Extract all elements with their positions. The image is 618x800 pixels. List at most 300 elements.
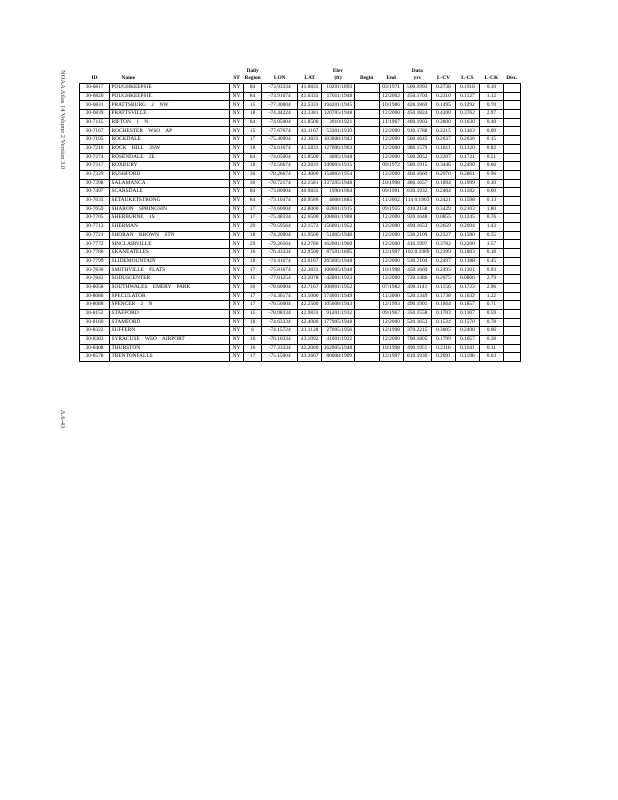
row-id: 30-7713	[80, 223, 110, 232]
row-lcs: 0.1857	[455, 301, 479, 310]
row-disc	[503, 170, 520, 179]
station-table	[79, 68, 521, 362]
row-lck: 0.82	[479, 144, 503, 153]
row-name: SALAMANCA	[110, 179, 230, 188]
row-lon: -78.08334	[262, 309, 298, 318]
row-disc	[503, 214, 520, 223]
row-st: NY	[230, 327, 244, 336]
row-lcs: 0.1803	[455, 249, 479, 258]
row-id: 30-8408	[80, 344, 110, 353]
row-begin	[354, 283, 379, 292]
row-lcv: 0.2037	[431, 136, 455, 145]
table-row	[80, 249, 521, 258]
row-id: 30-7167	[80, 127, 110, 136]
row-lcs: 0.2490	[455, 162, 479, 171]
row-elev: 162005/1948	[322, 344, 354, 353]
row-lat: 42.6500	[298, 214, 322, 223]
row-lck: 0.15	[479, 136, 503, 145]
row-st: NY	[230, 266, 244, 275]
row-st: NY	[230, 292, 244, 301]
row-end: 12/2000	[379, 214, 403, 223]
row-lon: -79.59564	[262, 223, 298, 232]
row-lon: -74.44224	[262, 110, 298, 119]
row-id: 30-7780	[80, 249, 110, 258]
row-lck: 0.59	[479, 309, 503, 318]
row-name: ROCHESTER WSO AP	[110, 127, 230, 136]
row-yrs: 350.1558	[403, 309, 431, 318]
row-elev: 174001/1949	[322, 292, 354, 301]
row-end: 12/2000	[379, 240, 403, 249]
row-end: 11/1967	[379, 118, 403, 127]
row-id: 30-7721	[80, 231, 110, 240]
row-lat: 41.1128	[298, 327, 322, 336]
row-yrs: 460.1660	[403, 170, 431, 179]
row-disc	[503, 162, 520, 171]
row-lcv: 0.2497	[431, 257, 455, 266]
row-lcv: 0.1156	[431, 283, 455, 292]
row-lcv: 0.0855	[431, 214, 455, 223]
row-end: 12/1998	[379, 327, 403, 336]
row-st: NY	[230, 257, 244, 266]
row-name: SPENCER 2 N	[110, 301, 230, 310]
row-region: 84	[244, 196, 262, 205]
row-st: NY	[230, 283, 244, 292]
row-name: ROXBURY	[110, 162, 230, 171]
row-lck: 0.78	[479, 318, 503, 327]
row-disc	[503, 188, 520, 197]
row-lon: -77.33334	[262, 344, 298, 353]
row-lcs: 0.1941	[455, 344, 479, 353]
row-disc	[503, 101, 520, 110]
row-lck: 0.93	[479, 266, 503, 275]
row-lon: -74.41674	[262, 257, 298, 266]
row-yrs: 410.1997	[403, 240, 431, 249]
row-lcv: 0.3429	[431, 205, 455, 214]
row-end: 12/1997	[379, 353, 403, 362]
row-lat: 42.8000	[298, 205, 322, 214]
row-st: NY	[230, 179, 244, 188]
row-elev: 51005/1948	[322, 231, 354, 240]
row-lon: -73.91674	[262, 92, 298, 101]
row-region: 84	[244, 84, 262, 93]
row-name: SCARSDALE	[110, 188, 230, 197]
row-lck: 0.48	[479, 118, 503, 127]
row-region: 15	[244, 101, 262, 110]
row-lat: 42.2833	[298, 162, 322, 171]
row-lat: 43.2667	[298, 353, 322, 362]
row-elev: 177905/1948	[322, 318, 354, 327]
row-id: 30-7398	[80, 179, 110, 188]
row-st: NY	[230, 214, 244, 223]
row-elev: 17011/1948	[322, 92, 354, 101]
row-lck: 0.45	[479, 257, 503, 266]
table-row	[80, 179, 521, 188]
header-lcs: L-CS	[455, 75, 479, 84]
row-yrs: 450.1824	[403, 110, 431, 119]
row-st: NY	[230, 301, 244, 310]
row-st: NY	[230, 249, 244, 258]
row-begin	[354, 188, 379, 197]
row-id: 30-7210	[80, 144, 110, 153]
row-elev: 156001/1952	[322, 223, 354, 232]
row-elev: 108005/1948	[322, 266, 354, 275]
row-lcs: 0.2498	[455, 327, 479, 336]
row-lat: 43.2078	[298, 275, 322, 284]
row-region: 29	[244, 240, 262, 249]
row-yrs: 580.1915	[403, 162, 431, 171]
row-disc	[503, 292, 520, 301]
row-elev: 1990/1904	[322, 188, 354, 197]
row-elev: 127006/1963	[322, 144, 354, 153]
row-lcv: 0.2399	[431, 249, 455, 258]
row-name: TRENTONFALLS	[110, 353, 230, 362]
row-st: NY	[230, 335, 244, 344]
row-region: 16	[244, 249, 262, 258]
row-elev: 194201/1945	[322, 101, 354, 110]
row-begin	[354, 301, 379, 310]
row-yrs: 450.1704	[403, 92, 431, 101]
row-lcv: 0.2207	[431, 153, 455, 162]
row-lat: 42.3833	[298, 266, 322, 275]
row-yrs: 560.1645	[403, 136, 431, 145]
row-id: 30-7195	[80, 136, 110, 145]
table-row	[80, 266, 521, 275]
row-yrs: 920.1648	[403, 214, 431, 223]
row-begin	[354, 110, 379, 119]
row-region: 18	[244, 318, 262, 327]
table-row	[80, 292, 521, 301]
row-lcv: 0.1495	[431, 101, 455, 110]
row-yrs: 410.2158	[403, 205, 431, 214]
row-st: NY	[230, 84, 244, 93]
row-lcs: 0.1320	[455, 144, 479, 153]
row-lck: 1.80	[479, 205, 503, 214]
row-name: SMITHVILLE FLATS	[110, 266, 230, 275]
row-begin	[354, 101, 379, 110]
row-st: NY	[230, 231, 244, 240]
row-end: 12/2000	[379, 153, 403, 162]
row-id: 30-6820	[80, 92, 110, 101]
row-lcs: 0.1127	[455, 92, 479, 101]
row-disc	[503, 318, 520, 327]
row-lck: 0.09	[479, 127, 503, 136]
row-begin	[354, 196, 379, 205]
row-disc	[503, 344, 520, 353]
row-lck: 1.12	[479, 92, 503, 101]
row-st: NY	[230, 353, 244, 362]
row-lcv: 0.1703	[431, 309, 455, 318]
row-id: 30-7659	[80, 205, 110, 214]
row-yrs: 500.1993	[403, 84, 431, 93]
row-lck: 1.43	[479, 223, 503, 232]
row-elev: 154002/1954	[322, 170, 354, 179]
row-st: NY	[230, 162, 244, 171]
row-region: 18	[244, 110, 262, 119]
row-id: 30-8160	[80, 318, 110, 327]
table-row	[80, 275, 521, 284]
table-row	[80, 144, 521, 153]
row-lcs: 0.2260	[455, 240, 479, 249]
header-daily: Daily	[246, 67, 259, 74]
row-lon: -75.81674	[262, 266, 298, 275]
row-disc	[503, 309, 520, 318]
row-lcv: 0.2075	[431, 275, 455, 284]
row-yrs: 114 0.1903	[403, 196, 431, 205]
row-region: 15	[244, 127, 262, 136]
row-elev: 103008/1943	[322, 136, 354, 145]
row-begin	[354, 205, 379, 214]
row-lcs: 0.2094	[455, 223, 479, 232]
row-lcs: 0.1598	[455, 196, 479, 205]
table-row	[80, 231, 521, 240]
row-end: 11/2002	[379, 196, 403, 205]
row-lck: 0.76	[479, 214, 503, 223]
row-st: NY	[230, 153, 244, 162]
row-begin	[354, 240, 379, 249]
row-region: 30	[244, 283, 262, 292]
row-lat: 41.6833	[298, 84, 322, 93]
row-st: NY	[230, 275, 244, 284]
row-region: 16	[244, 344, 262, 353]
row-lat: 43.5000	[298, 292, 322, 301]
header-elev: Elev	[332, 67, 343, 74]
row-name: SHORAN BROWN STN	[110, 231, 230, 240]
row-lon: -77.30004	[262, 101, 298, 110]
row-region: 16	[244, 335, 262, 344]
header-data: Data	[411, 67, 423, 74]
row-lon: -73.80004	[262, 188, 298, 197]
row-lcv: 0.1864	[431, 301, 455, 310]
row-region: 17	[244, 214, 262, 223]
row-lcs: 0.0866	[455, 275, 479, 284]
row-lcv: 0.3782	[431, 240, 455, 249]
row-name: PRATTSVILLE	[110, 110, 230, 119]
atlas-title: NOAA Atlas 14 Volume 2 Version 3.0	[59, 70, 66, 170]
row-lcv: 0.2738	[431, 84, 455, 93]
row-disc	[503, 283, 520, 292]
row-yrs: 520.1653	[403, 318, 431, 327]
row-end: 12/2000	[379, 223, 403, 232]
row-lcs: 0.1307	[455, 309, 479, 318]
table-row	[80, 301, 521, 310]
header-region: Region	[244, 75, 262, 84]
row-lon: -78.60004	[262, 283, 298, 292]
row-yrs: 480.1657	[403, 179, 431, 188]
row-lcv: 0.1738	[431, 292, 455, 301]
row-lat: 42.1572	[298, 223, 322, 232]
row-lck: 0.70	[479, 101, 503, 110]
row-yrs: 790.1805	[403, 335, 431, 344]
row-name: SOUTHWALES EMERY PARK	[110, 283, 230, 292]
row-begin	[354, 223, 379, 232]
row-disc	[503, 335, 520, 344]
row-lcs: 0.2103	[455, 205, 479, 214]
row-lon: -75.40004	[262, 136, 298, 145]
row-elev: 4008/1885	[322, 196, 354, 205]
row-lck: 0.18	[479, 249, 503, 258]
atlas-title-margin	[58, 70, 70, 350]
row-lck: 0.71	[479, 301, 503, 310]
table-row	[80, 127, 521, 136]
row-disc	[503, 353, 520, 362]
row-name: ROCK HILL 3SW	[110, 144, 230, 153]
table-row	[80, 84, 521, 93]
row-elev: 108901/1952	[322, 283, 354, 292]
row-lcv: 0.2327	[431, 231, 455, 240]
row-lck: 0.55	[479, 231, 503, 240]
row-lck: 2.79	[479, 275, 503, 284]
row-region: 17	[244, 205, 262, 214]
row-begin	[354, 162, 379, 171]
header-lon: LON	[262, 75, 298, 84]
row-lck: 2.96	[479, 283, 503, 292]
row-disc	[503, 153, 520, 162]
row-region: 17	[244, 266, 262, 275]
table-row	[80, 214, 521, 223]
row-disc	[503, 84, 520, 93]
row-end: 12/1997	[379, 249, 403, 258]
row-st: NY	[230, 170, 244, 179]
row-name: SLIDEMOUNTAIN	[110, 257, 230, 266]
table-row	[80, 170, 521, 179]
row-yrs: 380.1579	[403, 144, 431, 153]
row-name: STAMFORD	[110, 318, 230, 327]
row-lon: -74.05004	[262, 153, 298, 162]
header-end: End	[379, 75, 403, 84]
row-region: 17	[244, 301, 262, 310]
row-begin	[354, 84, 379, 93]
row-disc	[503, 223, 520, 232]
row-lck: 0.66	[479, 327, 503, 336]
row-lck: 0.10	[479, 84, 503, 93]
row-lat: 42.2500	[298, 301, 322, 310]
header-ft: (ft)	[322, 75, 354, 84]
row-yrs: 830.1932	[403, 188, 431, 197]
row-region: 18	[244, 144, 262, 153]
row-end: 10/1998	[379, 179, 403, 188]
row-lat: 42.1581	[298, 179, 322, 188]
header-yrs: yrs	[403, 75, 431, 84]
row-region: 29	[244, 223, 262, 232]
row-disc	[503, 266, 520, 275]
row-lcv: 0.2970	[431, 170, 455, 179]
row-lcs: 0.1301	[455, 266, 479, 275]
row-disc	[503, 301, 520, 310]
row-disc	[503, 205, 520, 214]
row-disc	[503, 127, 520, 136]
row-lat: 40.9833	[298, 188, 322, 197]
row-disc	[503, 240, 520, 249]
row-begin	[354, 266, 379, 275]
row-lat: 42.9500	[298, 249, 322, 258]
table-row	[80, 162, 521, 171]
row-lon: -74.56674	[262, 162, 298, 171]
row-st: NY	[230, 196, 244, 205]
table-row	[80, 196, 521, 205]
row-yrs: 500.2052	[403, 153, 431, 162]
row-end: 12/2002	[379, 92, 403, 101]
row-region: 18	[244, 162, 262, 171]
row-region: 30	[244, 170, 262, 179]
row-lon: -76.50004	[262, 301, 298, 310]
row-region: 17	[244, 353, 262, 362]
row-yrs: 420.1869	[403, 101, 431, 110]
row-region: 18	[244, 231, 262, 240]
row-id: 30-7705	[80, 214, 110, 223]
row-lcv: 0.1894	[431, 179, 455, 188]
row-lck: 0.28	[479, 335, 503, 344]
header-st: ST	[230, 75, 244, 84]
row-elev: 120705/1948	[322, 110, 354, 119]
row-elev: 4005/1948	[322, 153, 354, 162]
row-name: SHERBURNE 1S	[110, 214, 230, 223]
row-region: 6	[244, 327, 262, 336]
row-region: 84	[244, 153, 262, 162]
row-lck: 0.13	[479, 196, 503, 205]
page-number-margin	[58, 410, 70, 470]
row-end: 12/2000	[379, 257, 403, 266]
row-yrs: 102 0.1989	[403, 249, 431, 258]
row-disc	[503, 231, 520, 240]
row-lck: 0.51	[479, 153, 503, 162]
row-lon: -77.67674	[262, 127, 298, 136]
row-disc	[503, 257, 520, 266]
row-lat: 42.2000	[298, 344, 322, 353]
row-lcv: 0.3446	[431, 162, 455, 171]
row-lcs: 0.1657	[455, 335, 479, 344]
row-name: RIFTON 1 N	[110, 118, 230, 127]
header-lat: LAT	[298, 75, 322, 84]
row-lcv: 0.2493	[431, 266, 455, 275]
row-lcs: 0.1292	[455, 101, 479, 110]
row-region: 84	[244, 188, 262, 197]
row-st: NY	[230, 92, 244, 101]
row-lon: -74.63334	[262, 318, 298, 327]
row-end: 12/2000	[379, 275, 403, 284]
row-disc	[503, 92, 520, 101]
row-lcs: 0.1245	[455, 214, 479, 223]
row-begin	[354, 153, 379, 162]
row-lon: -75.48334	[262, 214, 298, 223]
row-elev: 105008/1943	[322, 301, 354, 310]
row-id: 30-8322	[80, 327, 110, 336]
row-lon: -73.10474	[262, 196, 298, 205]
row-yrs: 460.1903	[403, 118, 431, 127]
table-header	[80, 68, 521, 84]
row-st: NY	[230, 127, 244, 136]
row-lcv: 0.2118	[431, 344, 455, 353]
row-end: 12/1993	[379, 301, 403, 310]
row-end: 12/2000	[379, 110, 403, 119]
row-lcv: 0.4200	[431, 110, 455, 119]
row-id: 30-7799	[80, 257, 110, 266]
row-lon: -74.61674	[262, 144, 298, 153]
row-name: THURSTON	[110, 344, 230, 353]
row-begin	[354, 353, 379, 362]
row-disc	[503, 136, 520, 145]
row-lcs: 0.1723	[455, 283, 479, 292]
row-lat: 41.9500	[298, 231, 322, 240]
row-lat: 41.8500	[298, 153, 322, 162]
table-row	[80, 92, 521, 101]
row-lck: 2.97	[479, 110, 503, 119]
row-elev: 41001/1922	[322, 335, 354, 344]
row-lat: 42.5333	[298, 101, 322, 110]
table-row	[80, 353, 521, 362]
row-id: 30-6817	[80, 84, 110, 93]
row-lon: -78.72174	[262, 179, 298, 188]
row-st: NY	[230, 110, 244, 119]
